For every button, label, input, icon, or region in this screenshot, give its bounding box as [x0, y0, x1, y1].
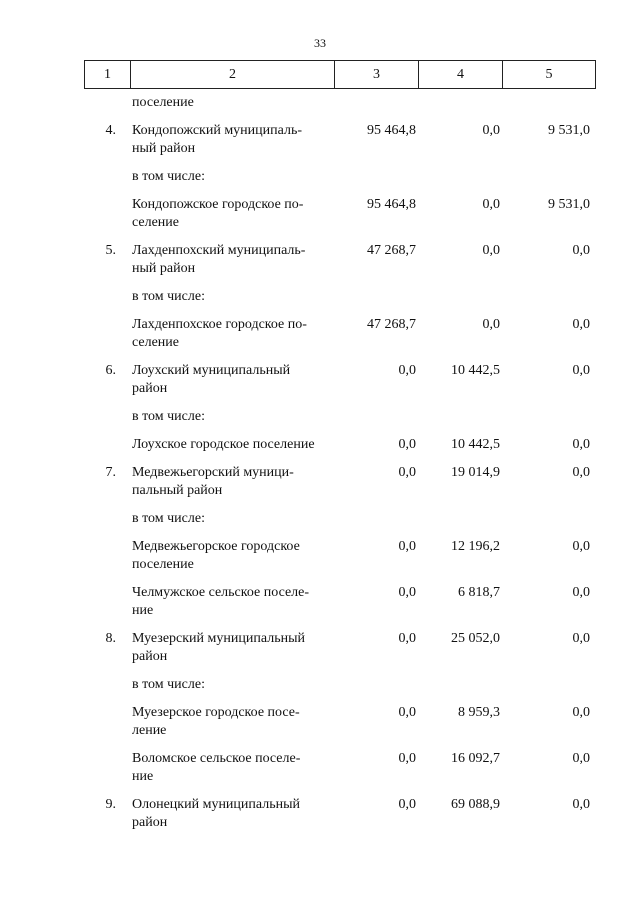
- row-col-3: 0,0: [398, 797, 416, 812]
- table-row: [0, 92, 640, 118]
- row-col-4: 10 442,5: [451, 437, 500, 452]
- table-row: [0, 580, 640, 626]
- table-body: [0, 92, 640, 838]
- row-col-4: 0,0: [482, 123, 500, 138]
- row-col-5: 9 531,0: [548, 123, 590, 138]
- row-name: Воломское сельское поселе- ние: [132, 751, 301, 784]
- row-col-4: 0,0: [482, 317, 500, 332]
- row-col-3: 0,0: [398, 363, 416, 378]
- header-col-1: 1: [85, 61, 131, 89]
- row-name: Кондопожское городское по- селение: [132, 197, 304, 230]
- row-name: в том числе:: [132, 289, 205, 304]
- header-col-2: 2: [131, 61, 335, 89]
- row-col-3: 47 268,7: [367, 243, 416, 258]
- table-row: [0, 792, 640, 838]
- row-col-5: 0,0: [572, 705, 590, 720]
- header-col-4: 4: [419, 61, 503, 89]
- row-name: Муезерский муниципальный район: [132, 631, 305, 664]
- row-col-3: 47 268,7: [367, 317, 416, 332]
- table-row: [0, 284, 640, 312]
- row-col-3: 0,0: [398, 437, 416, 452]
- header-col-3: 3: [335, 61, 419, 89]
- row-name: Медвежьегорское городское поселение: [132, 539, 300, 572]
- row-number: 6.: [105, 363, 116, 378]
- row-col-4: 12 196,2: [451, 539, 500, 554]
- row-col-4: 10 442,5: [451, 363, 500, 378]
- row-number: 7.: [105, 465, 116, 480]
- row-name: Челмужское сельское поселе- ние: [132, 585, 310, 618]
- row-name: Лоухский муниципальный район: [132, 363, 291, 396]
- table-row: [0, 626, 640, 672]
- row-col-5: 0,0: [572, 363, 590, 378]
- row-col-3: 0,0: [398, 465, 416, 480]
- row-name: Лоухское городское поселение: [132, 437, 315, 452]
- row-number: 5.: [105, 243, 116, 258]
- row-col-5: 9 531,0: [548, 197, 590, 212]
- row-col-3: 95 464,8: [367, 197, 416, 212]
- row-number: 4.: [105, 123, 116, 138]
- row-name: поселение: [132, 95, 194, 110]
- table-row: [0, 746, 640, 792]
- row-col-4: 16 092,7: [451, 751, 500, 766]
- table-row: [0, 460, 640, 506]
- table-row: [0, 358, 640, 404]
- row-col-5: 0,0: [572, 539, 590, 554]
- table-header: [84, 60, 596, 89]
- table-row: [0, 534, 640, 580]
- table-row: [0, 164, 640, 192]
- row-col-4: 0,0: [482, 197, 500, 212]
- table-row: [0, 238, 640, 284]
- row-col-3: 95 464,8: [367, 123, 416, 138]
- row-name: Муезерское городское посе- ление: [132, 705, 300, 738]
- row-col-3: 0,0: [398, 585, 416, 600]
- row-name: в том числе:: [132, 511, 205, 526]
- row-col-5: 0,0: [572, 631, 590, 646]
- row-name: в том числе:: [132, 169, 205, 184]
- header-col-5: 5: [503, 61, 596, 89]
- table-row: [0, 506, 640, 534]
- row-col-4: 8 959,3: [458, 705, 500, 720]
- row-name: Лахденпохское городское по- селение: [132, 317, 307, 350]
- row-col-3: 0,0: [398, 631, 416, 646]
- row-col-4: 6 818,7: [458, 585, 500, 600]
- row-name: Олонецкий муниципальный район: [132, 797, 300, 830]
- page-number: 33: [314, 36, 326, 50]
- row-name: Кондопожский муниципаль- ный район: [132, 123, 303, 156]
- row-col-5: 0,0: [572, 465, 590, 480]
- row-col-3: 0,0: [398, 705, 416, 720]
- row-col-3: 0,0: [398, 751, 416, 766]
- row-col-5: 0,0: [572, 751, 590, 766]
- row-number: 8.: [105, 631, 116, 646]
- row-col-5: 0,0: [572, 317, 590, 332]
- row-col-4: 0,0: [482, 243, 500, 258]
- row-name: в том числе:: [132, 409, 205, 424]
- table-row: [0, 312, 640, 358]
- row-col-5: 0,0: [572, 797, 590, 812]
- table-row: [0, 432, 640, 460]
- table-row: [0, 672, 640, 700]
- row-col-5: 0,0: [572, 243, 590, 258]
- row-col-4: 19 014,9: [451, 465, 500, 480]
- table-row: [0, 700, 640, 746]
- table-row: [0, 118, 640, 164]
- row-col-5: 0,0: [572, 437, 590, 452]
- row-col-3: 0,0: [398, 539, 416, 554]
- row-name: в том числе:: [132, 677, 205, 692]
- row-col-4: 69 088,9: [451, 797, 500, 812]
- row-name: Медвежьегорский муници- пальный район: [132, 465, 294, 498]
- table-row: [0, 404, 640, 432]
- row-name: Лахденпохский муниципаль- ный район: [132, 243, 306, 276]
- row-number: 9.: [105, 797, 116, 812]
- table-row: [0, 192, 640, 238]
- row-col-5: 0,0: [572, 585, 590, 600]
- row-col-4: 25 052,0: [451, 631, 500, 646]
